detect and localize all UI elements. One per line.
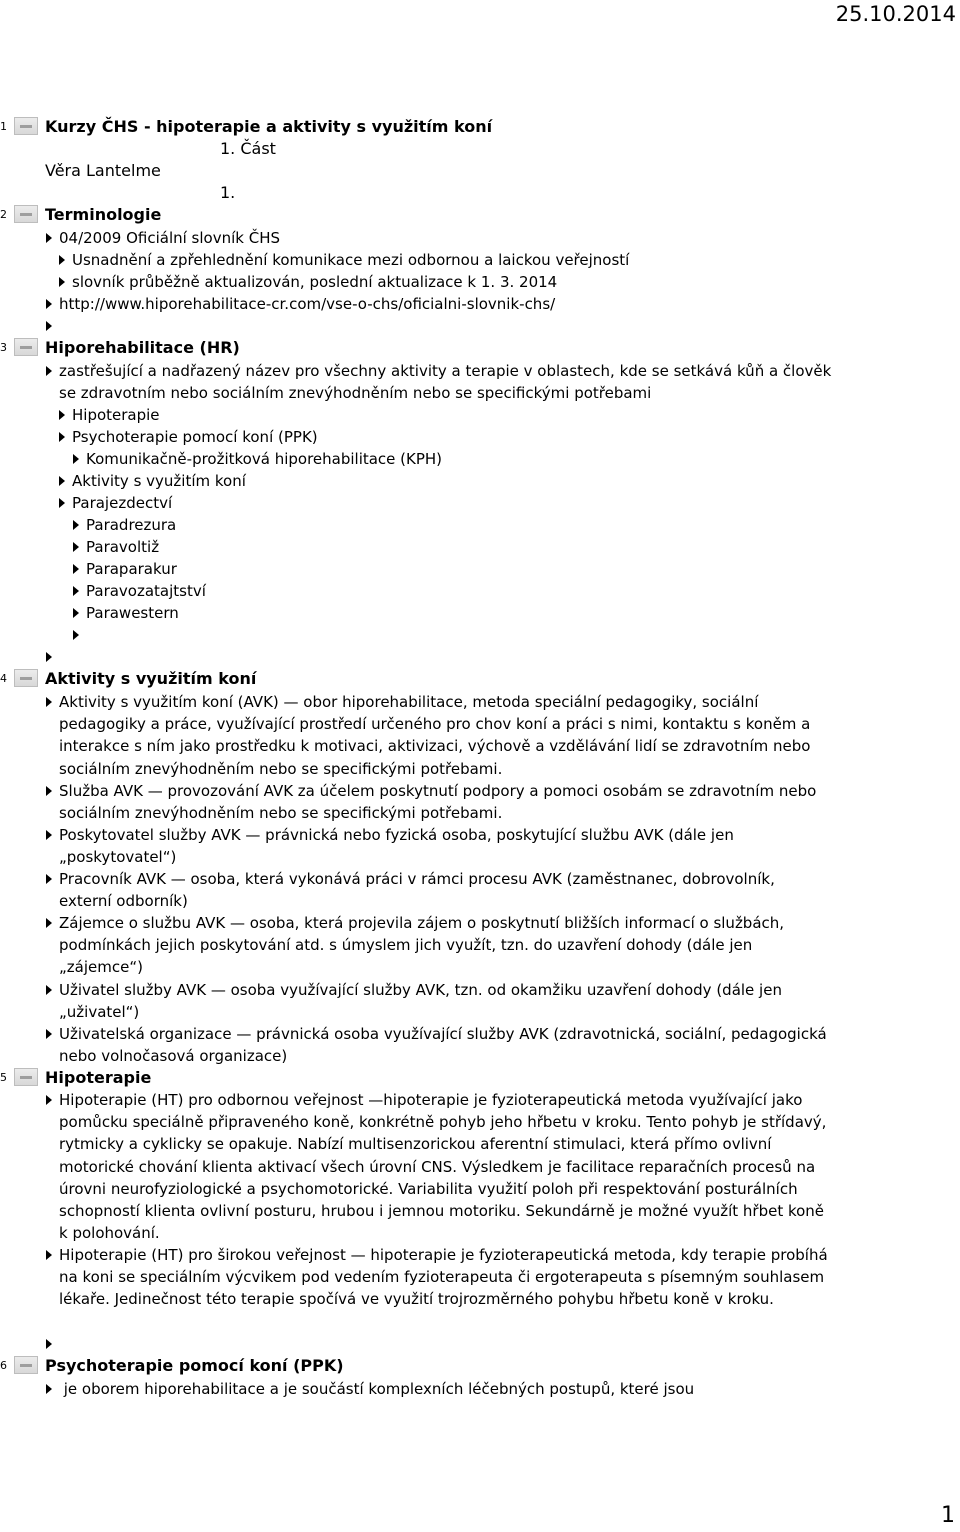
dictionary-link[interactable]: http://www.hiporehabilitace-cr.com/vse-o-chs/oficialni-slovnik-chs/: [59, 295, 556, 313]
bullet-arrow-icon: [73, 542, 79, 552]
bullet-item: je oborem hiporehabilitace a je součástí komplexních léčebných postupů, které jsou: [59, 1378, 694, 1400]
bullet-item: Paraparakur: [86, 558, 177, 580]
sub-number: 1.: [220, 183, 236, 202]
part-label: 1. Část: [220, 139, 276, 158]
slide-title: Aktivity s využitím koní: [45, 669, 257, 688]
bullet-arrow-icon: [46, 786, 52, 796]
bullet-arrow-icon: [46, 1029, 52, 1039]
bullet-arrow-icon: [46, 299, 52, 309]
slide-title: Hipoterapie: [45, 1068, 152, 1087]
slide-number: 6: [0, 1359, 7, 1372]
bullet-arrow-icon: [46, 652, 52, 662]
slide-title: Psychoterapie pomocí koní (PPK): [45, 1356, 344, 1375]
bullet-arrow-icon: [59, 476, 65, 486]
bullet-arrow-icon: [46, 830, 52, 840]
slide-thumbnail-icon: [14, 1068, 38, 1086]
slide-thumbnail-icon: [14, 205, 38, 223]
page-number: 1: [941, 1503, 955, 1528]
bullet-arrow-icon: [46, 321, 52, 331]
bullet-item: slovník průběžně aktualizován, poslední aktualizace k 1. 3. 2014: [72, 271, 557, 293]
bullet-item: Aktivity s využitím koní (AVK) — obor hiporehabilitace, metoda speciální pedagogiky, sociální pedagogiky a práce, využívající prostředí určeného pro chov koní a práci s nimi, kontaktu s koněm a interakce s ním jako prostředku k motivaci, aktivizaci, výchově a vzdělávání lidí se zdravotním nebo sociálním znevýhodněním nebo se specifickými potřebami.: [59, 691, 829, 780]
bullet-item: Aktivity s využitím koní: [72, 470, 246, 492]
slide-number: 1: [0, 120, 7, 133]
slide-number: 4: [0, 672, 7, 685]
slide-thumbnail-icon: [14, 669, 38, 687]
bullet-item: Hipoterapie: [72, 404, 160, 426]
bullet-item: Hipoterapie (HT) pro širokou veřejnost — hipoterapie je fyzioterapeutická metoda, kdy terapie probíhá na koni se speciálním výcvikem pod vedením fyzioterapeuta či ergoterapeuta s písemným souhlasem lékaře. Jedinečnost této terapie spočívá ve využití trojrozměrného pohybu hřbetu koně v kroku.: [59, 1244, 829, 1311]
bullet-arrow-icon: [46, 366, 52, 376]
bullet-item: Pracovník AVK — osoba, která vykonává práci v rámci procesu AVK (zaměstnanec, dobrovolník, externí odborník): [59, 868, 829, 912]
bullet-item: Paravozatajtství: [86, 580, 206, 602]
slide-number: 5: [0, 1071, 7, 1084]
bullet-arrow-icon: [73, 454, 79, 464]
slide-title: Terminologie: [45, 205, 162, 224]
author-name: Věra Lantelme: [45, 161, 161, 180]
bullet-item: Paradrezura: [86, 514, 176, 536]
bullet-arrow-icon: [46, 1095, 52, 1105]
slide-number: 3: [0, 341, 7, 354]
bullet-arrow-icon: [46, 985, 52, 995]
bullet-arrow-icon: [46, 918, 52, 928]
slide-thumbnail-icon: [14, 1356, 38, 1374]
bullet-item: Komunikačně-prožitková hiporehabilitace (KPH): [86, 448, 442, 470]
bullet-arrow-icon: [46, 697, 52, 707]
bullet-item: Poskytovatel služby AVK — právnická nebo fyzická osoba, poskytující službu AVK (dále jen „poskytovatel“): [59, 824, 829, 868]
bullet-item: 04/2009 Oficiální slovník ČHS: [59, 227, 280, 249]
slide-title: Kurzy ČHS - hipoterapie a aktivity s využitím koní: [45, 117, 493, 136]
slide-number: 2: [0, 208, 7, 221]
bullet-arrow-icon: [59, 410, 65, 420]
bullet-item: Služba AVK — provozování AVK za účelem poskytnutí podpory a pomoci osobám se zdravotním nebo sociálním znevýhodněním nebo se specifickými potřebami.: [59, 780, 829, 824]
bullet-arrow-icon: [59, 255, 65, 265]
slide-title: Hiporehabilitace (HR): [45, 338, 240, 357]
bullet-item[interactable]: [59, 293, 555, 315]
bullet-item: Uživatel služby AVK — osoba využívající služby AVK, tzn. od okamžiku uzavření dohody (dále jen „uživatel“): [59, 979, 829, 1023]
bullet-arrow-icon: [73, 520, 79, 530]
bullet-arrow-icon: [59, 277, 65, 287]
page-date: 25.10.2014: [835, 2, 956, 26]
bullet-item: Parawestern: [86, 602, 179, 624]
slide-thumbnail-icon: [14, 338, 38, 356]
bullet-item: Psychoterapie pomocí koní (PPK): [72, 426, 318, 448]
slide-thumbnail-icon: [14, 117, 38, 135]
bullet-item: Uživatelská organizace — právnická osoba využívající služby AVK (zdravotnická, sociální, pedagogická nebo volnočasová organizace): [59, 1023, 829, 1067]
bullet-arrow-icon: [73, 586, 79, 596]
bullet-item: Hipoterapie (HT) pro odbornou veřejnost —hipoterapie je fyzioterapeutická metoda využívající jako pomůcku speciálně připraveného koně, konkrétně pohyb jeho hřbetu v kroku. Tento pohyb je střídavý, rytmicky a cyklicky se opakuje. Nabízí multisenzorickou aferentní stimulaci, která přímo ovlivní motorické chování klienta aktivací všech úrovní CNS. Výsledkem je facilitace reparačních procesů na úrovni neurofyziologické a psychomotorické. Variabilita využití poloh při respektování posturálních schopností klienta ovlivní posturu, hrubou i jemnou motoriku. Sekundárně je možné využít hřbet koně k polohování.: [59, 1089, 829, 1244]
bullet-arrow-icon: [46, 1250, 52, 1260]
bullet-item: Paravoltiž: [86, 536, 159, 558]
bullet-item: Parajezdectví: [72, 492, 172, 514]
bullet-arrow-icon: [73, 630, 79, 640]
bullet-arrow-icon: [73, 608, 79, 618]
bullet-arrow-icon: [59, 498, 65, 508]
bullet-arrow-icon: [46, 874, 52, 884]
bullet-arrow-icon: [46, 1339, 52, 1349]
bullet-item: Usnadnění a zpřehlednění komunikace mezi odbornou a laickou veřejností: [72, 249, 629, 271]
bullet-arrow-icon: [46, 233, 52, 243]
bullet-item: zastřešující a nadřazený název pro všechny aktivity a terapie v oblastech, kde se setkává kůň a člověk se zdravotním nebo sociálním znevýhodněním nebo se specifickými potřebami: [59, 360, 849, 404]
bullet-arrow-icon: [73, 564, 79, 574]
bullet-item: Zájemce o službu AVK — osoba, která projevila zájem o poskytnutí bližších informací o službách, podmínkách jejich poskytování atd. s úmyslem jich využít, tzn. do uzavření dohody (dále jen „zájemce“): [59, 912, 829, 979]
bullet-arrow-icon: [46, 1384, 52, 1394]
bullet-arrow-icon: [59, 432, 65, 442]
